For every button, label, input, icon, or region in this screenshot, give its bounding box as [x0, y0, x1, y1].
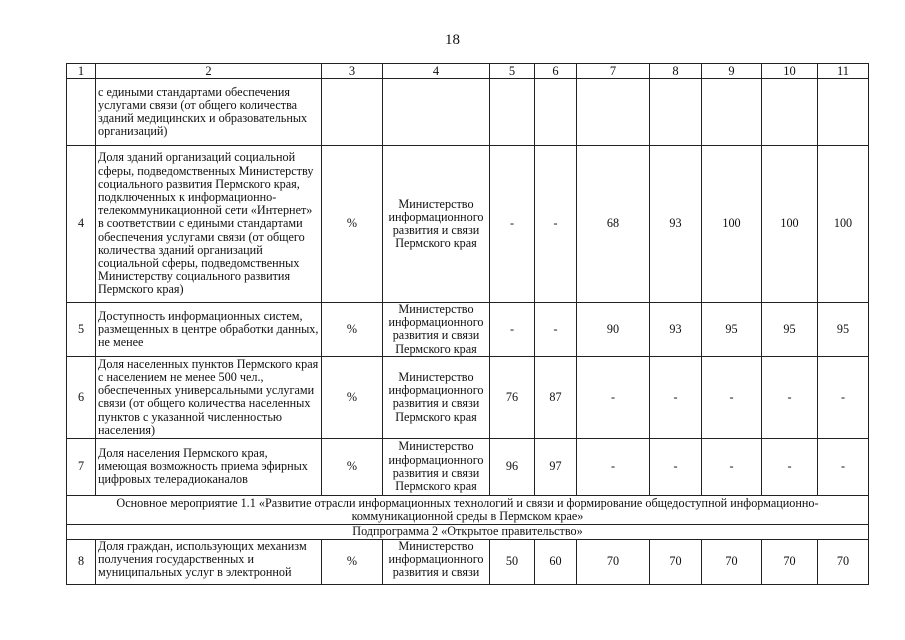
value-cell: -	[650, 438, 702, 495]
header-cell: 10	[762, 64, 818, 79]
indicator-name: Доступность информационных систем, размещенных в центре обработки данных, не менее	[96, 303, 322, 357]
main-event-title: Основное мероприятие 1.1 «Развитие отрасли информационных технологий и связи и формирование общедоступной информационно-коммуникационной среды в Пермском крае»	[67, 495, 869, 524]
header-cell: 2	[96, 64, 322, 79]
value-cell	[702, 79, 762, 146]
header-cell: 6	[535, 64, 577, 79]
value-cell: -	[577, 438, 650, 495]
value-cell: 100	[702, 146, 762, 303]
indicator-name: Доля населенных пунктов Пермского края с населением не менее 500 чел., обеспеченных универсальными услугами связи (от общего количества населенных пунктов с указанной численностью населения)	[96, 356, 322, 438]
header-cell: 3	[322, 64, 383, 79]
indicator-name: Доля населения Пермского края, имеющая возможность приема эфирных цифровых телерадиоканалов	[96, 438, 322, 495]
responsible-org: Министерство информационного развития и связи Пермского края	[383, 146, 490, 303]
value-cell: 68	[577, 146, 650, 303]
unit: %	[322, 146, 383, 303]
value-cell: -	[650, 356, 702, 438]
value-cell: -	[490, 146, 535, 303]
header-cell: 8	[650, 64, 702, 79]
indicator-name: Доля зданий организаций социальной сферы, подведомственных Министерству социального развития Пермского края, подключенных к информационно-телекоммуникационной сети «Интернет» в соответствии с едиными стандартами обеспечения услугами связи (от общего количества зданий организаций социальной сферы, подведомственных Министерству социального развития Пермского края)	[96, 146, 322, 303]
header-cell: 1	[67, 64, 96, 79]
value-cell: 70	[818, 539, 869, 584]
table-row	[67, 539, 869, 584]
main-event-row	[67, 495, 869, 524]
value-cell: 93	[650, 303, 702, 357]
row-number: 5	[67, 303, 96, 357]
table-header-row	[67, 64, 869, 79]
responsible-org	[383, 79, 490, 146]
value-cell: 95	[762, 303, 818, 357]
value-cell: 50	[490, 539, 535, 584]
responsible-org: Министерство информационного развития и связи Пермского края	[383, 303, 490, 357]
responsible-org: Министерство информационного развития и связи Пермского края	[383, 356, 490, 438]
value-cell: -	[490, 303, 535, 357]
header-cell: 9	[702, 64, 762, 79]
indicator-name: с едиными стандартами обеспечения услугами связи (от общего количества зданий медицинских и образовательных организаций)	[96, 79, 322, 146]
row-number: 8	[67, 539, 96, 584]
unit	[322, 79, 383, 146]
unit: %	[322, 539, 383, 584]
indicators-table	[66, 63, 869, 585]
value-cell	[762, 79, 818, 146]
header-cell: 5	[490, 64, 535, 79]
unit: %	[322, 356, 383, 438]
value-cell: -	[762, 356, 818, 438]
page-number: 18	[445, 32, 460, 48]
value-cell	[535, 79, 577, 146]
value-cell: 70	[577, 539, 650, 584]
value-cell	[818, 79, 869, 146]
value-cell: 70	[650, 539, 702, 584]
responsible-org: Министерство информационного развития и связи	[383, 539, 490, 584]
header-cell: 11	[818, 64, 869, 79]
header-cell: 4	[383, 64, 490, 79]
table-row	[67, 438, 869, 495]
value-cell: 96	[490, 438, 535, 495]
row-number: 7	[67, 438, 96, 495]
unit: %	[322, 438, 383, 495]
value-cell: 100	[762, 146, 818, 303]
subprogram-row	[67, 524, 869, 539]
row-number: 4	[67, 146, 96, 303]
subprogram-title: Подпрограмма 2 «Открытое правительство»	[67, 524, 869, 539]
value-cell: 100	[818, 146, 869, 303]
value-cell: -	[818, 438, 869, 495]
value-cell: -	[818, 356, 869, 438]
value-cell: 87	[535, 356, 577, 438]
value-cell: -	[702, 356, 762, 438]
value-cell: 70	[702, 539, 762, 584]
value-cell: 60	[535, 539, 577, 584]
responsible-org: Министерство информационного развития и связи Пермского края	[383, 438, 490, 495]
table-row	[67, 79, 869, 146]
value-cell: 97	[535, 438, 577, 495]
table-row	[67, 303, 869, 357]
value-cell	[577, 79, 650, 146]
value-cell: -	[535, 146, 577, 303]
value-cell: 76	[490, 356, 535, 438]
value-cell: 95	[702, 303, 762, 357]
value-cell	[490, 79, 535, 146]
value-cell: 70	[762, 539, 818, 584]
value-cell: -	[577, 356, 650, 438]
unit: %	[322, 303, 383, 357]
row-number	[67, 79, 96, 146]
value-cell: -	[702, 438, 762, 495]
table-row	[67, 146, 869, 303]
header-cell: 7	[577, 64, 650, 79]
row-number: 6	[67, 356, 96, 438]
table-row	[67, 356, 869, 438]
value-cell: 93	[650, 146, 702, 303]
indicator-name: Доля граждан, использующих механизм получения государственных и муниципальных услуг в электронной	[96, 539, 322, 584]
value-cell: 95	[818, 303, 869, 357]
value-cell	[650, 79, 702, 146]
value-cell: -	[535, 303, 577, 357]
value-cell: 90	[577, 303, 650, 357]
value-cell: -	[762, 438, 818, 495]
